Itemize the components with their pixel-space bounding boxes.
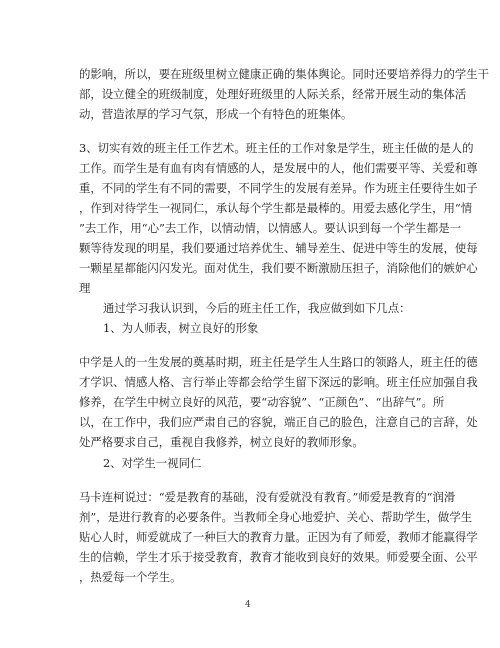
text-line: 才学识、情感人格、言行举止等都会给学生留下深远的影响。班主任应加强自我	[79, 375, 478, 389]
text-line: 动，营造浓厚的学习气氛，形成一个有特色的班集体。	[79, 107, 353, 121]
text-line: 以，在工作中，我们应严肃自己的容貌，端正自己的脸色，注意自己的言辞，处	[79, 415, 478, 429]
text-line: 修养，在学生中树立良好的风范，要“动容貌”、“正颜色”、“出辞气”。所	[79, 395, 445, 409]
text-line: ”去工作，用“心”去工作，以情动情，以情感人。要认识到每一个学生都是一	[79, 221, 461, 235]
section-heading: 1、为人师表，树立良好的形象	[103, 321, 259, 335]
text-line: ，作到对待学生一视同仁，承认每个学生都是最棒的。用爱去感化学生，用“情	[79, 201, 473, 215]
text-line: 马卡连柯说过：“爱是教育的基础，没有爱就没有教育。”师爱是教育的“润滑	[79, 490, 456, 504]
text-line: 重，不同的学生有不同的需要，不同学生的发展有差异。作为班主任要待生如子	[79, 181, 478, 195]
text-line: ，热爱每一个学生。	[79, 570, 182, 584]
text-line: 颗等待发现的明星，我们要通过培养优生、辅导差生、促进中等生的发展，使每	[79, 241, 478, 255]
text-line: 理	[79, 281, 91, 295]
text-line: 处严格要求自己，重视自我修养，树立良好的教师形象。	[79, 435, 364, 449]
text-line: 工作。而学生是有血有肉有情感的人，是发展中的人，他们需要平等、关爱和尊	[79, 161, 478, 175]
text-line: 通过学习我认识到，今后的班主任工作，我应做到如下几点：	[103, 301, 411, 315]
text-line: 一颗星星都能闪闪发光。面对优生，我们要不断激励压担子，消除他们的嫉妒心	[79, 261, 478, 275]
text-line: 中学是人的一生发展的奠基时期，班主任是学生人生路口的领路人，班主任的德	[79, 355, 478, 369]
text-line: 贴心人时，师爱就成了一种巨大的教育力量。正因为有了师爱，教师才能赢得学	[79, 530, 478, 544]
page-number: 4	[245, 600, 251, 610]
text-line: 剂”，是进行教育的必要条件。当教师全身心地爱护、关心、帮助学生，做学生	[79, 510, 473, 524]
text-line: 部，设立健全的班级制度，处理好班级里的人际关系，经常开展生动的集体活	[79, 87, 467, 101]
text-line: 3、切实有效的班主任工作艺术。班主任的工作对象是学生，班主任做的是人的	[79, 141, 474, 155]
text-line: 的影响，所以，要在班级里树立健康正确的集体舆论。同时还要培养得力的学生干	[79, 67, 490, 81]
section-heading: 2、对学生一视同仁	[103, 456, 202, 470]
text-line: 生的信赖，学生才乐于接受教育，教育才能收到良好的效果。师爱要全面、公平	[79, 550, 478, 564]
